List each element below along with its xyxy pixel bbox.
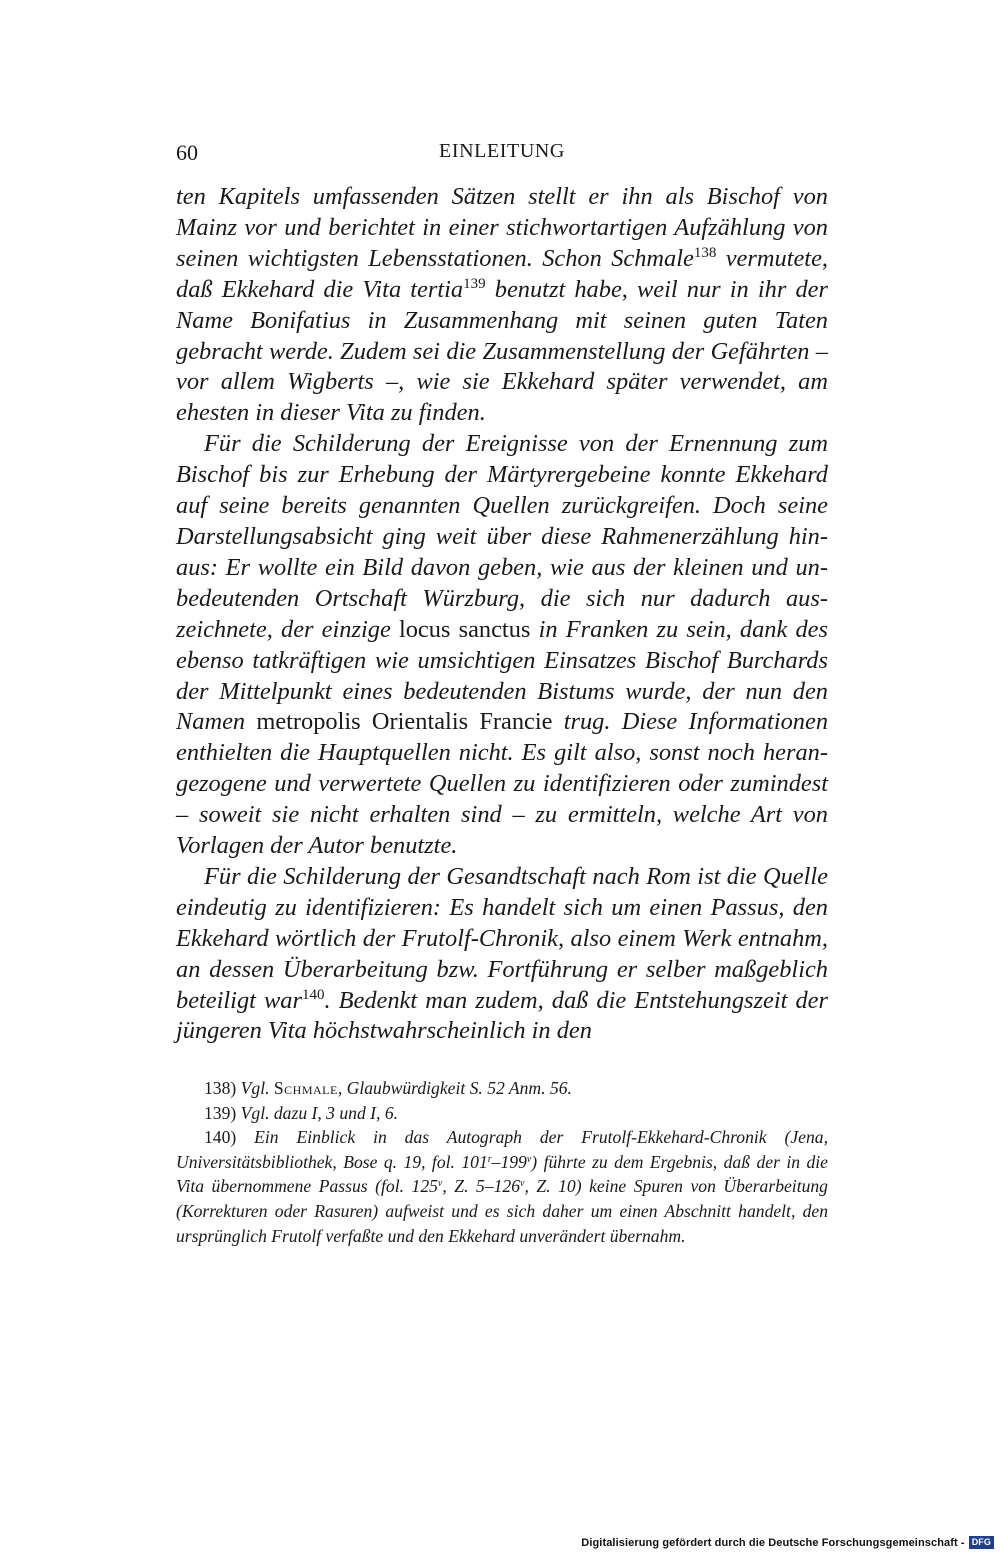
running-head: EINLEITUNG: [439, 140, 565, 162]
text-run: trug. Diese Informationen enthielten die Hauptquellen nicht. Es gilt also, sonst noch herangezogene und verwertete Quellen zu identifizieren oder zumindest – soweit sie nicht erhalten sind – zu ermitteln, welche Art von Vorlagen der Autor benutzte.: [176, 708, 829, 860]
text-run: Schmale: [273, 1078, 338, 1098]
footnote-text: [241, 1103, 398, 1123]
text-run: Vgl.: [240, 1078, 274, 1098]
text-run: . Bedenkt man zudem, daß die Entstehungszeit der jüngeren Vita höchstwahrscheinlich in den: [176, 986, 828, 1045]
footnote-text: [241, 1078, 572, 1098]
body-text: [176, 182, 828, 1047]
footnote: [176, 1125, 828, 1248]
footnote: [176, 1076, 828, 1101]
text-run: Vgl. dazu I, 3 und I, 6.: [240, 1102, 399, 1123]
footnotes: [176, 1076, 828, 1248]
footnote-number: 139): [204, 1102, 237, 1123]
folio-side-mark: v: [520, 1178, 525, 1190]
folio-side-mark: v: [526, 1153, 532, 1165]
page: [176, 140, 828, 1047]
footnote-ref: 138: [693, 244, 717, 261]
text-run: , Z. 10) keine Spuren von Überarbeitung (Korrekturen oder Rasuren) aufweist und es sich daher um einen Abschnitt handelt, den ursprünglich Frutolf verfaßte und den Ekkehard unverändert übernahm.: [176, 1176, 828, 1246]
text-run: Für die Schilderung der Gesandtschaft nach Rom ist die Quelle eindeutig zu identifizieren: Es handelt sich um einen Passus, den Ekkehard wörtlich der Frutolf-Chronik, also einem Werk entnahm, an dessen Überarbeitung bzw. Fortführung er selber maßgeblich beteiligt war: [176, 862, 828, 1014]
text-run: Ein Einblick in das Autograph der Frutolf-Ekkehard-Chronik (Jena, Universitätsbibliothek, Bose q. 19, fol. 101: [176, 1127, 828, 1172]
paragraph: [176, 429, 828, 862]
footnote-number: 138): [204, 1078, 237, 1098]
text-run: , Glaubwürdigkeit S. 52 Anm. 56.: [337, 1078, 572, 1098]
footnote: [176, 1101, 828, 1126]
footnote-ref: 139: [463, 275, 486, 292]
text-run: , Z. 5–126: [442, 1176, 521, 1197]
folio-side-mark: r: [487, 1153, 492, 1165]
text-run: locus sanctus: [398, 615, 531, 643]
text-run: ) führte zu dem Ergebnis, daß der in die Vita übernommene Passus (fol. 125: [176, 1151, 828, 1197]
credit-text: Digitalisierung gefördert durch die Deutsche Forschungsgemeinschaft -: [581, 1536, 965, 1549]
text-run: ten Kapitels umfassenden Sätzen stellt er ihn als Bischof von Mainz vor und berichtet in einer stichwortartigen Aufzählung von seinen wichtigsten Lebensstationen. Schon Schmale: [176, 183, 828, 272]
footnote-ref: 140: [301, 986, 325, 1003]
digitization-credit: [581, 1536, 994, 1549]
dfg-logo: DFG: [969, 1536, 994, 1549]
folio-side-mark: v: [437, 1178, 443, 1190]
footnote-text: [176, 1127, 828, 1245]
text-run: Für die Schilderung der Ereignisse von der Ernennung zum Bischof bis zur Erhebung der Märtyrergebeine konnte Ekkehard auf seine bereits genannten Quellen zurückgreifen. Doch seine Darstellungsabsicht ging weit über diese Rahmenerzählung hinaus: Er wollte ein Bild davon geben, wie aus der kleinen und unbedeutenden Ortschaft Würzburg, die sich nur dadurch auszeichnete, der einzige: [176, 430, 828, 643]
page-number: 60: [176, 140, 198, 165]
page-header: [176, 140, 828, 170]
paragraph: [176, 182, 828, 429]
text-run: vermutete, daß Ekkehard die Vita tertia: [176, 244, 828, 303]
text-run: in Franken zu sein, dank des ebenso tatkräftigen wie umsichtigen Einsatzes Bischof Burchards der Mittelpunkt eines bedeutenden Bistums wurde, der nun den Namen: [176, 615, 829, 736]
paragraph: [176, 862, 828, 1047]
footnote-number: 140): [204, 1127, 237, 1148]
text-run: –199: [491, 1151, 527, 1172]
text-run: metropolis Orientalis Francie: [256, 708, 553, 736]
text-run: benutzt habe, weil nur in ihr der Name Bonifatius in Zusammenhang mit seinen guten Taten gebracht werde. Zudem sei die Zusammenstellung der Gefährten – vor allem Wigberts –, wie sie Ekkehard später verwendet, am ehesten in dieser Vita zu finden.: [176, 275, 828, 427]
